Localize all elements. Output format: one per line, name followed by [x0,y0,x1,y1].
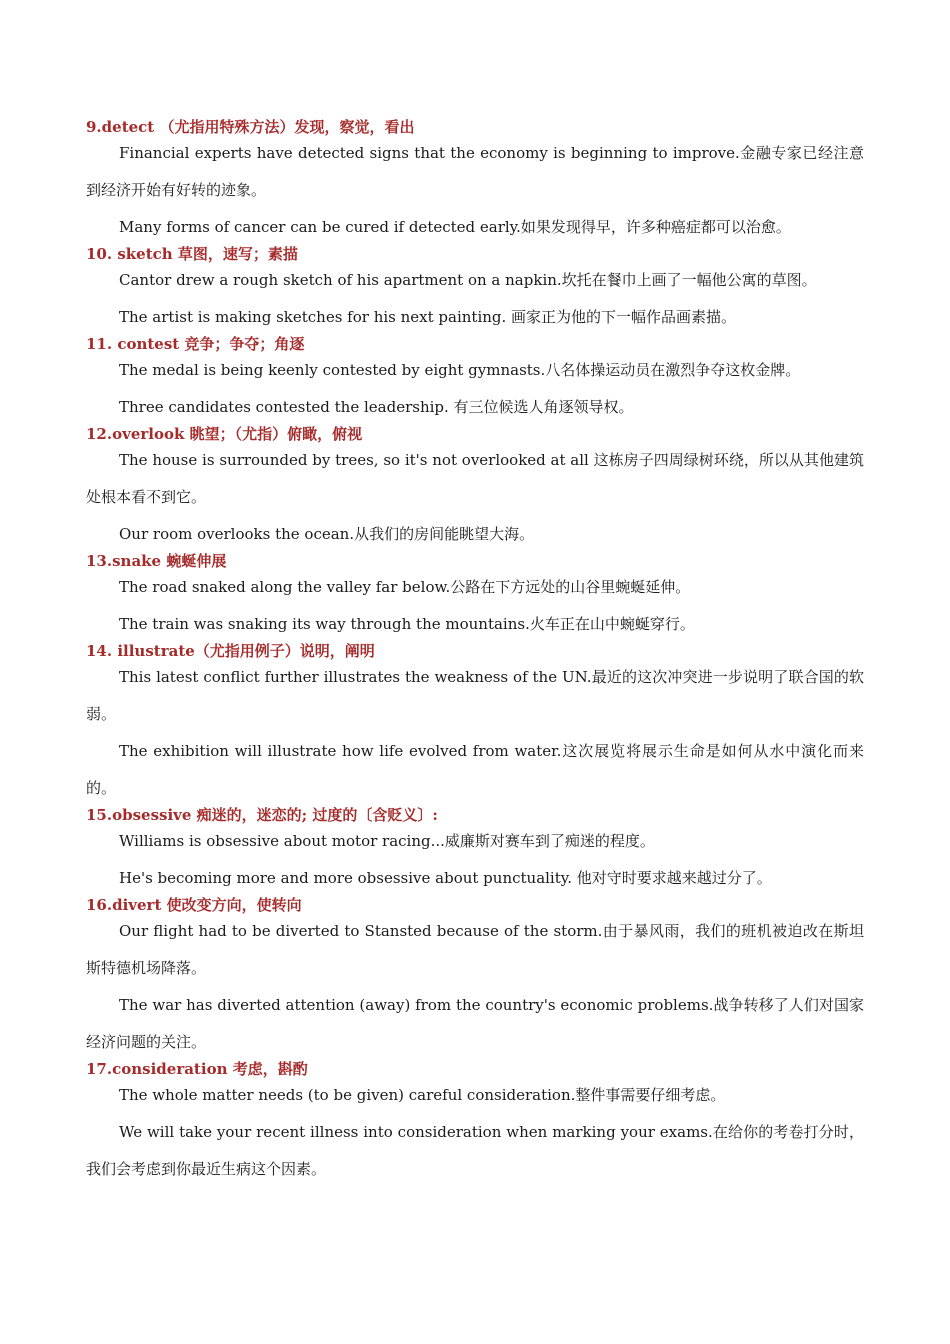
vocab-entry-overlook [86,423,864,553]
example-sentence: The road snaked along the valley far below.公路在下方远处的山谷里蜿蜒延伸。 [119,578,691,596]
example-sentence: Three candidates contested the leadership. 有三位候选人角逐领导权。 [119,398,634,416]
example-sentence: He's becoming more and more obsessive about punctuality. 他对守时要求越来越过分了。 [119,869,772,887]
entry-heading: 12.overlook 眺望；（尤指）俯瞰，俯视 [86,425,363,443]
vocab-entry-detect [86,116,864,246]
example-sentence: Financial experts have detected signs that the economy is beginning to improve.金融专家已经注意到经济开始有好转的迹象。 [86,144,864,199]
example-sentence: The train was snaking its way through the mountains.火车正在山中蜿蜒穿行。 [119,615,695,633]
entry-heading: 16.divert 使改变方向，使转向 [86,896,302,914]
example-sentence: The whole matter needs (to be given) careful consideration.整件事需要仔细考虑。 [119,1086,726,1104]
entry-heading: 9.detect （尤指用特殊方法）发现，察觉，看出 [86,118,415,136]
example-sentence: Cantor drew a rough sketch of his apartment on a napkin.坎托在餐巾上画了一幅他公寓的草图。 [119,271,817,289]
vocab-entry-contest [86,333,864,426]
entry-heading: 11. contest 竞争；争夺；角逐 [86,335,305,353]
vocab-entry-divert [86,894,864,1061]
vocab-entry-consideration [86,1058,864,1188]
example-sentence: The artist is making sketches for his next painting. 画家正为他的下一幅作品画素描。 [119,308,737,326]
entry-heading: 15.obsessive 痴迷的，迷恋的; 过度的〔含贬义〕: [86,806,438,824]
example-sentence: The medal is being keenly contested by eight gymnasts.八名体操运动员在激烈争夺这枚金牌。 [119,361,801,379]
example-sentence: The exhibition will illustrate how life evolved from water.这次展览将展示生命是如何从水中演化而来的。 [86,742,864,797]
example-sentence: Williams is obsessive about motor racing...威廉斯对赛车到了痴迷的程度。 [119,832,655,850]
example-sentence: Our flight had to be diverted to Stansted because of the storm.由于暴风雨，我们的班机被迫改在斯坦斯特德机场降落。 [86,922,864,977]
entry-heading: 13.snake 蜿蜒伸展 [86,552,227,570]
vocab-entry-illustrate [86,640,864,807]
example-sentence: We will take your recent illness into consideration when marking your exams.在给你的考卷打分时，我们会考虑到你最近生病这个因素。 [86,1123,864,1178]
vocab-entry-snake [86,550,864,643]
entry-heading: 14. illustrate（尤指用例子）说明，阐明 [86,642,375,660]
example-sentence: Our room overlooks the ocean.从我们的房间能眺望大海。 [119,525,535,543]
vocab-entry-obsessive [86,804,864,897]
example-sentence: The war has diverted attention (away) from the country's economic problems.战争转移了人们对国家经济问题的关注。 [86,996,864,1051]
entry-heading: 17.consideration 考虑，斟酌 [86,1060,308,1078]
document-page [86,116,864,1185]
vocab-entry-sketch [86,243,864,336]
entry-heading: 10. sketch 草图，速写；素描 [86,245,298,263]
example-sentence: This latest conflict further illustrates the weakness of the UN.最近的这次冲突进一步说明了联合国的软弱。 [86,668,864,723]
example-sentence: Many forms of cancer can be cured if detected early.如果发现得早，许多种癌症都可以治愈。 [119,218,791,236]
example-sentence: The house is surrounded by trees, so it's not overlooked at all 这栋房子四周绿树环绕，所以从其他建筑处根本看不到它。 [86,451,864,506]
